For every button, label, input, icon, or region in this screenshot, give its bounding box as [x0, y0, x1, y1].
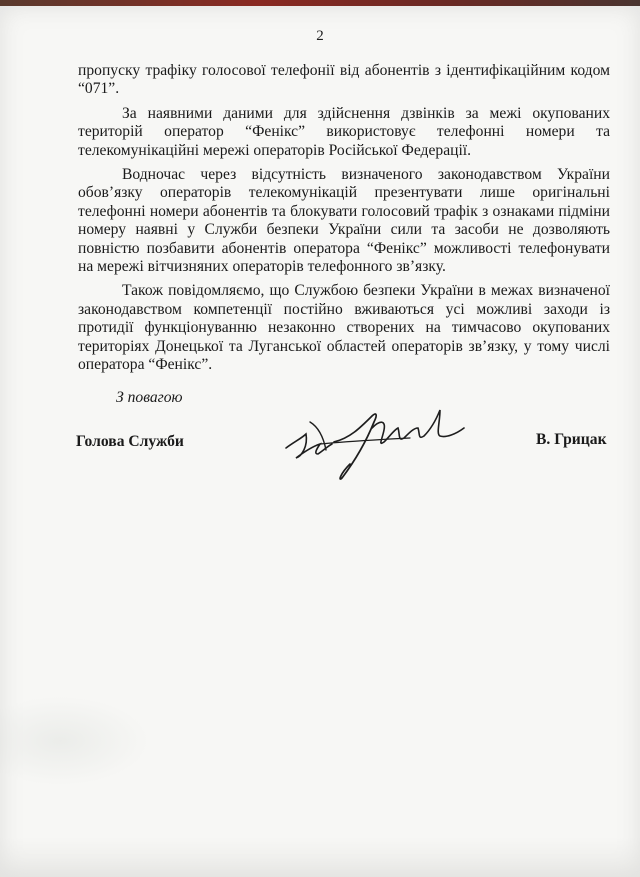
document-page — [0, 6, 640, 877]
closing-salutation: З повагою — [116, 389, 183, 406]
signatory-name: В. Грицак — [536, 431, 607, 448]
handwritten-signature — [280, 398, 470, 484]
page-bottom-shadow — [0, 837, 640, 877]
letter-body — [78, 62, 610, 381]
paragraph-continuation: пропуску трафіку голосової телефонії від абонентів з ідентифікаційним кодом “071”. — [78, 62, 610, 98]
paragraph-measures: Також повідомляємо, що Службою безпеки України в межах визначеної законодавством компетенції постійно вживаються усі можливі заходи із протидії функціонуванню незаконно створених на тимчасово окупованих територіях Донецької та Луганської областей операторів зв’язку, у тому числі оператора “Фенікс”. — [78, 282, 610, 374]
paragraph-phoenix-networks: За наявними даними для здійснення дзвінків за межі окупованих територій оператор “Фенікс” використовує телефонні номери та телекомунікаційні мережі операторів Російської Федерації. — [78, 104, 610, 159]
signatory-title: Голова Служби — [76, 433, 184, 450]
background-edge — [0, 0, 640, 6]
paper-stain — [0, 696, 150, 786]
page-number: 2 — [316, 28, 324, 44]
paragraph-legal-limitations: Водночас через відсутність визначеного законодавством України обов’язку операторів телекомунікацій презентувати лише оригінальні телефонні номери абонентів та блокувати голосовий трафік з ознаками підміни номеру наявні у Служби безпеки України сили та засоби не дозволяють повністю позбавити абонентів оператора “Фенікс” можливості телефонувати на мережі вітчизняних операторів телефонного зв’язку. — [78, 166, 610, 276]
